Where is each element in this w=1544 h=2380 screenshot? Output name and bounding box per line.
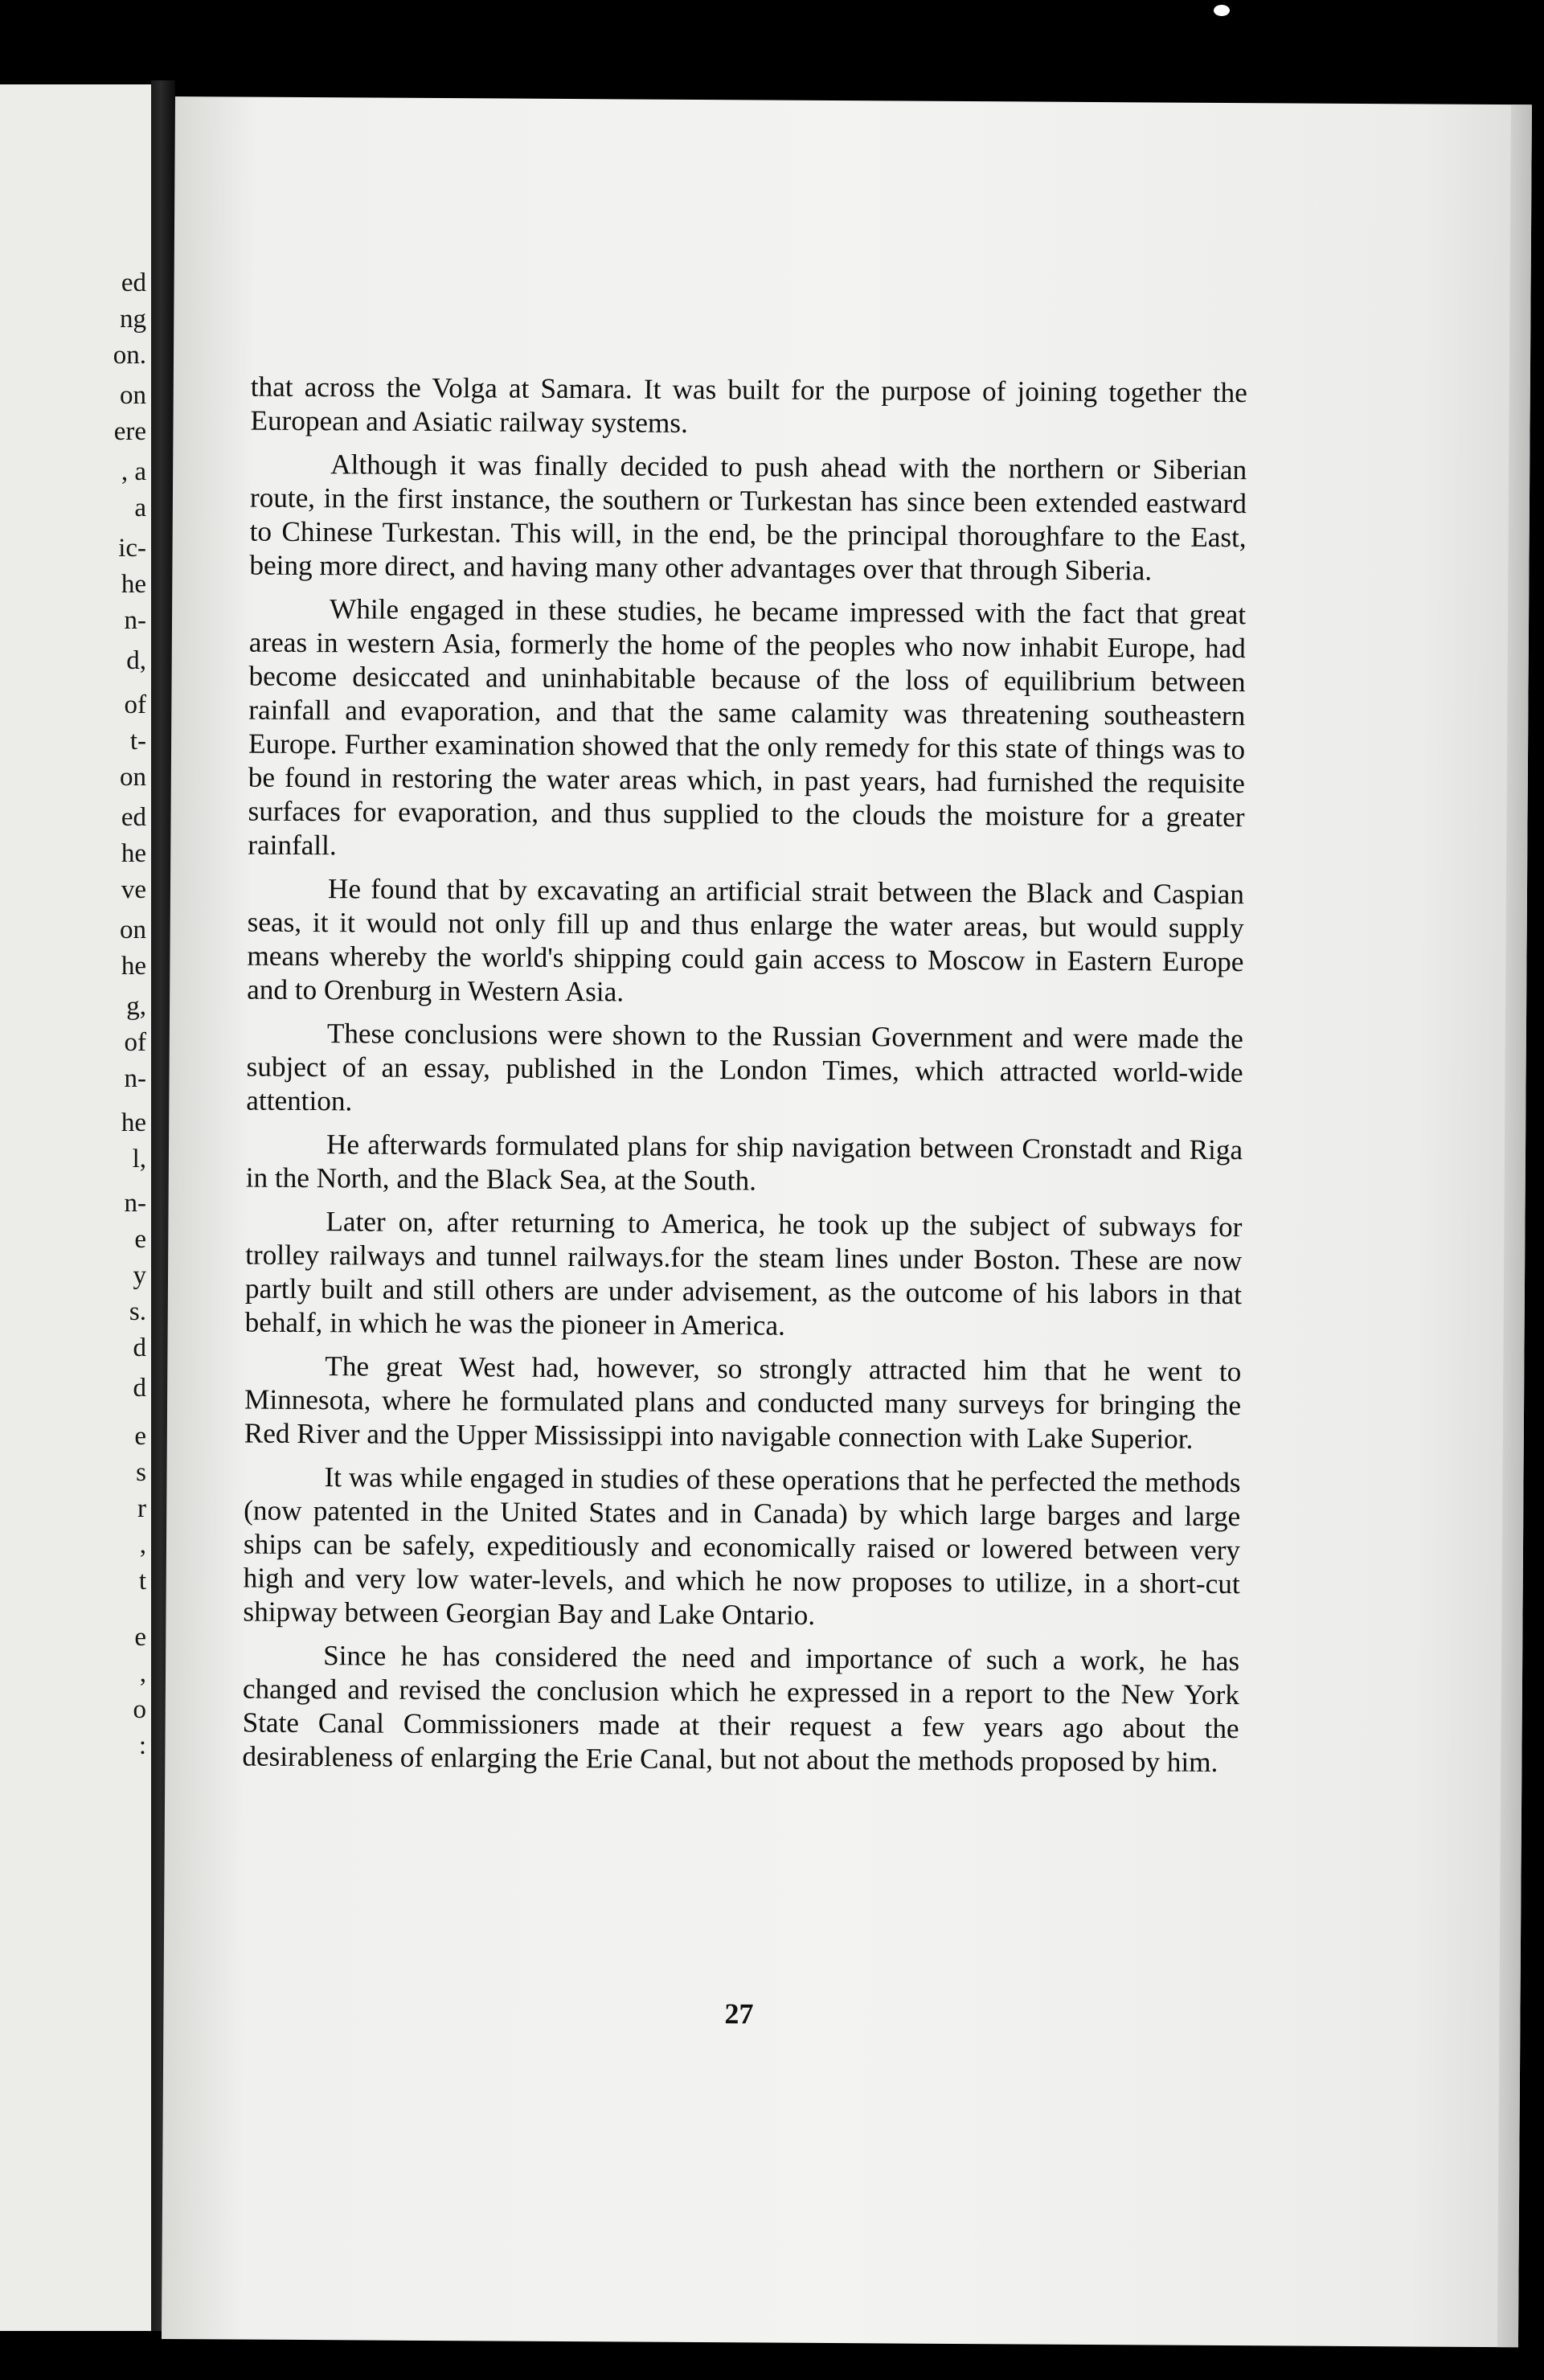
paragraph: Later on, after returning to America, he took up the subject of subways for trolley railways and tunnel railways.for the steam lines under Boston. These are now partly built and still others are under advisement, as the outcome of his labors in that behalf, in which he was the pioneer in America.: [244, 1206, 1243, 1342]
facing-page-fragment-text: o: [133, 1695, 146, 1724]
paragraph: that across the Volga at Samara. It was built for the purpose of joining together the European and Asiatic railway systems.: [250, 371, 1247, 439]
facing-page-fragment-text: y: [133, 1261, 146, 1290]
facing-page-fragment-text: g,: [126, 992, 146, 1021]
page-edge: [1497, 104, 1532, 2347]
facing-page-fragment-text: he: [121, 1108, 146, 1137]
paragraph: Since he has considered the need and importance of such a work, he has changed and revised the conclusion which he expressed in a report to the New York State Canal Commissioners made at their request a few years ago about the desirableness of enlarging the Erie Canal, but not about the methods proposed by him.: [242, 1640, 1240, 1778]
facing-page-fragment-text: ,: [139, 1530, 146, 1559]
facing-page-fragment-text: he: [121, 570, 146, 599]
page-number: 27: [724, 1997, 754, 2030]
facing-page-fragment-text: on: [120, 381, 146, 410]
facing-page-fragment-text: of: [124, 690, 146, 719]
paragraph: It was while engaged in studies of these operations that he perfected the methods (now patented in the United States and in Canada) by which large barges and large ships can be safely, expeditiously and economically raised or lowered between very high and very low water-levels, and which he now proposes to utilize, in a short-cut shipway between Georgian Bay and Lake Ontario.: [243, 1461, 1241, 1631]
facing-page-fragment-text: ng: [120, 305, 146, 334]
paragraph: These conclusions were shown to the Russian Government and were made the subject of an essay, published in the London Times, which attracted world-wide attention.: [246, 1018, 1243, 1117]
facing-page-fragment-text: d: [133, 1333, 146, 1362]
facing-page-fragment-text: n-: [124, 1189, 146, 1218]
facing-page-fragment-text: of: [124, 1028, 146, 1057]
film-speck: [1214, 5, 1230, 16]
facing-page-fragment-text: ed: [121, 803, 146, 832]
paragraph: The great West had, however, so strongly attracted him that he went to Minnesota, where he formulated plans and conducted many surveys for bringing the Red River and the Upper Mississippi into navigable connection with Lake Superior.: [244, 1350, 1242, 1455]
facing-page-fragment-text: d,: [126, 646, 146, 675]
book-page: [162, 96, 1532, 2347]
facing-page-fragment-text: on: [120, 763, 146, 792]
facing-page-fragment: [0, 84, 153, 2331]
facing-page-fragment-text: he: [121, 952, 146, 981]
body-text: [242, 371, 1247, 1790]
facing-page-fragment-text: ed: [121, 268, 146, 297]
facing-page-fragment-text: ic-: [118, 534, 146, 563]
facing-page-fragment-text: r: [137, 1494, 146, 1523]
paragraph: He found that by excavating an artificial strait between the Black and Caspian seas, it it would not only fill up and thus enlarge the water areas, but would supply means whereby the world's shipping could gain access to Moscow in Eastern Europe and to Orenburg in Western Asia.: [247, 873, 1245, 1008]
facing-page-fragment-text: s: [136, 1458, 146, 1487]
paragraph: Although it was finally decided to push ahead with the northern or Siberian route, in the first instance, the southern or Turkestan has since been extended eastward to Chinese Turkestan. This will, in the end, be the principal thoroughfare to the East, being more direct, and having many other advantages over that through Siberia.: [249, 449, 1247, 587]
facing-page-fragment-text: l,: [132, 1145, 146, 1174]
facing-page-fragment-text: :: [138, 1731, 146, 1760]
facing-page-fragment-text: ere: [113, 417, 146, 446]
facing-page-fragment-text: n-: [124, 606, 146, 635]
facing-page-fragment-text: on.: [113, 341, 146, 370]
facing-page-fragment-text: n-: [124, 1064, 146, 1093]
paragraph: While engaged in these studies, he became impressed with the fact that great areas in western Asia, formerly the home of the peoples who now inhabit Europe, had become desiccated and uninhabitable because of the loss of equilibrium between rainfall and evaporation, and that the same calamity was threatening southeastern Europe. Further examination showed that the only remedy for this state of things was to be found in restoring the water areas which, in past years, had furnished the requisite surfaces for evaporation, and thus supplied to the clouds the moisture for a greater rainfall.: [248, 593, 1247, 862]
facing-page-fragment-text: a: [134, 494, 146, 522]
facing-page-fragment-text: t: [138, 1567, 146, 1596]
facing-page-fragment-text: ,: [139, 1659, 146, 1688]
facing-page-fragment-text: e: [134, 1422, 146, 1451]
facing-page-fragment-text: e: [134, 1225, 146, 1254]
facing-page-fragment-text: t-: [129, 727, 146, 756]
paragraph: He afterwards formulated plans for ship navigation between Cronstadt and Riga in the North, and the Black Sea, at the South.: [245, 1129, 1243, 1197]
facing-page-fragment-text: on: [120, 916, 146, 944]
facing-page-fragment-text: , a: [121, 457, 146, 486]
facing-page-fragment-text: d: [133, 1374, 146, 1403]
facing-page-fragment-text: he: [121, 839, 146, 868]
facing-page-fragment-text: ve: [121, 875, 146, 904]
facing-page-fragment-text: s.: [129, 1297, 146, 1326]
facing-page-fragment-text: e: [134, 1623, 146, 1652]
